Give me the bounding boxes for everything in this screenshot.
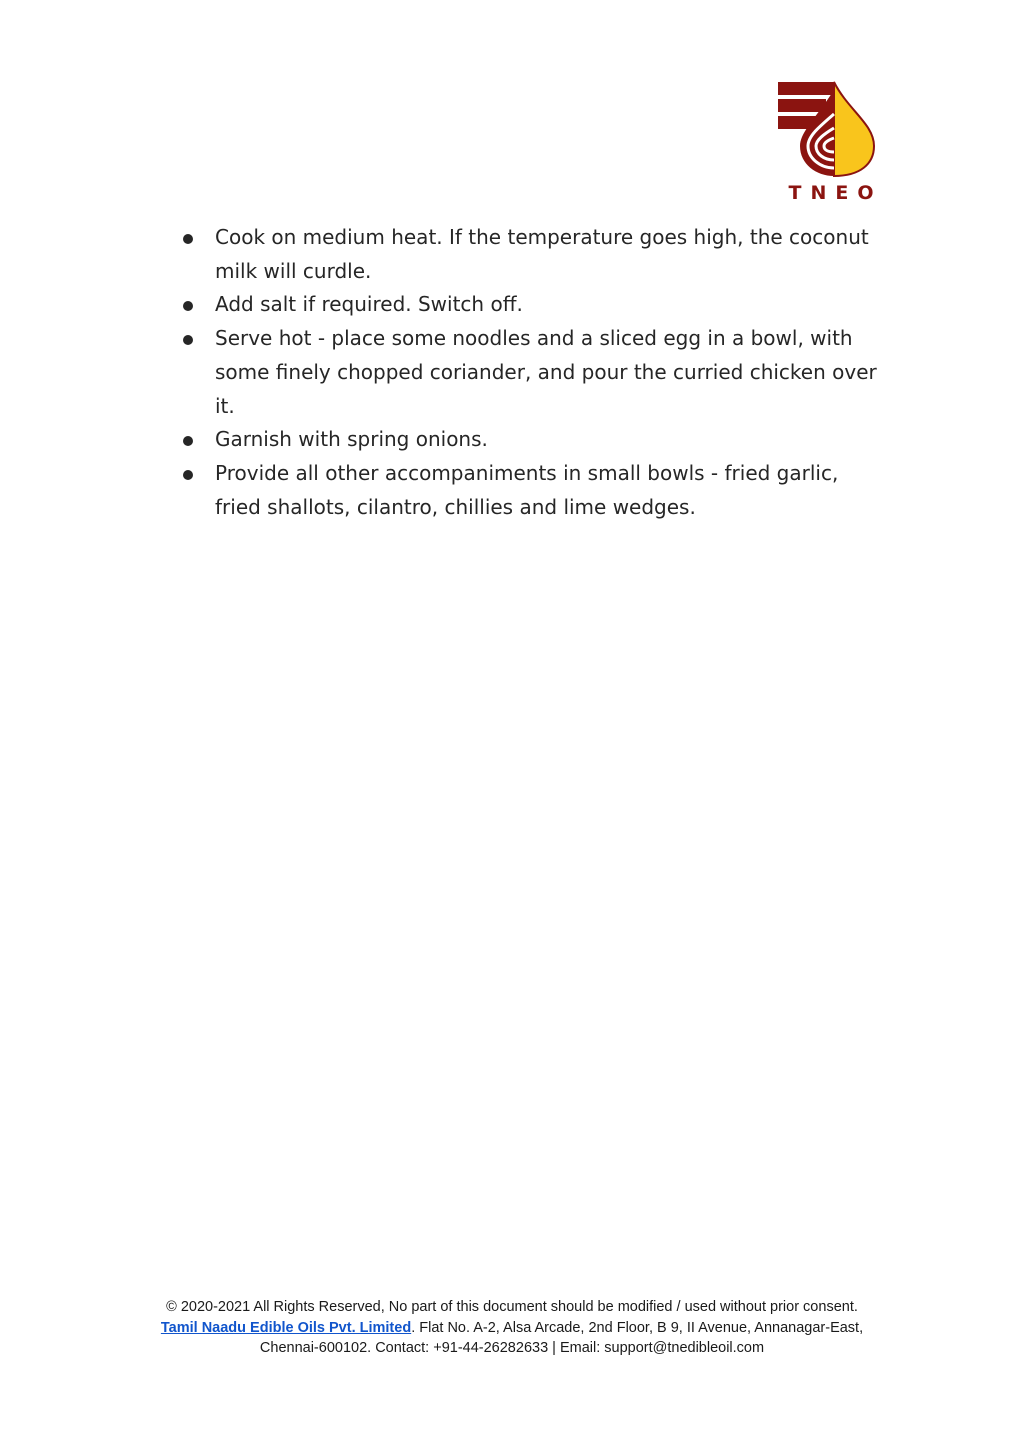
- company-link[interactable]: Tamil Naadu Edible Oils Pvt. Limited: [160, 1319, 412, 1336]
- contact-line: Chennai-600102. Contact: +91-44-26282633 | Email: support@tnedibleoil.com: [259, 1340, 765, 1356]
- logo-wordmark: TNEO: [788, 182, 883, 204]
- address-text: . Flat No. A-2, Alsa Arcade, 2nd Floor, B 9, II Avenue, Annanagar-East,: [411, 1319, 864, 1336]
- copyright-notice: © 2020-2021 All Rights Reserved, No part of this document should be modified / used without prior consent.: [166, 1299, 858, 1315]
- step-text: Garnish with spring onions.: [215, 427, 488, 452]
- step-text: Add salt if required. Switch off.: [215, 292, 523, 317]
- list-item: [182, 457, 882, 524]
- list-item: [182, 288, 882, 322]
- step-text: Provide all other accompaniments in small bowls - fried garlic, fried shallots, cilantro, chillies and lime wedges.: [215, 460, 839, 519]
- bullet-icon: [183, 335, 193, 345]
- tneo-logo-mark: [776, 80, 886, 180]
- page-footer: [112, 1297, 912, 1359]
- step-text: Serve hot - place some noodles and a sliced egg in a bowl, with some finely chopped coriander, and pour the curried chicken over it.: [215, 326, 877, 418]
- company-address-line: [112, 1318, 912, 1339]
- step-text: Cook on medium heat. If the temperature goes high, the coconut milk will curdle.: [215, 225, 869, 283]
- bullet-icon: [183, 234, 193, 244]
- tneo-logo: [776, 80, 886, 206]
- bullet-icon: [183, 301, 193, 311]
- list-item: [182, 423, 882, 457]
- bullet-icon: [183, 436, 193, 446]
- list-item: [182, 221, 882, 288]
- list-item: [182, 322, 882, 423]
- recipe-steps-list: [182, 221, 882, 524]
- bullet-icon: [183, 470, 193, 480]
